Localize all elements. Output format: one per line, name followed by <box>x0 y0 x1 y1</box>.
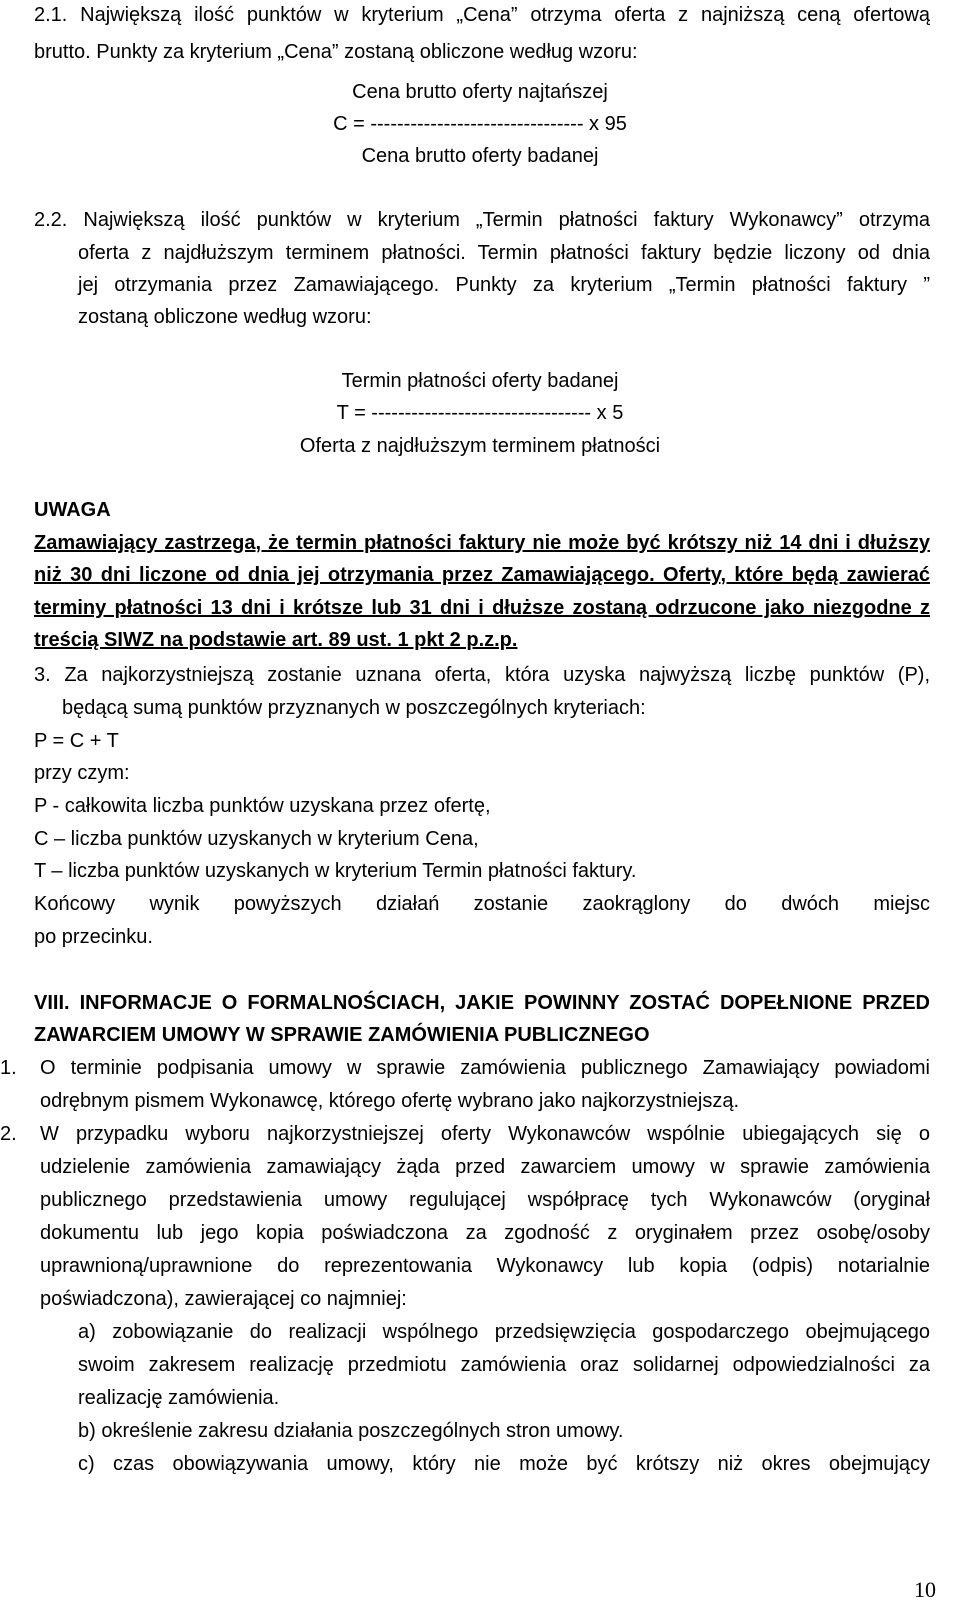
text-line: 2.1. Największą ilość punktów w kryterium „Cena” otrzyma oferta z najniższą ceną ofertową <box>34 4 930 26</box>
list-item-line: odrębnym pismem Wykonawcę, którego ofertę wybrano jako najkorzystniejszą. <box>40 1090 740 1112</box>
text-line: będącą sumą punktów przyznanych w poszczególnych kryteriach: <box>62 697 646 719</box>
sub-item-line: realizację zamówienia. <box>78 1387 280 1409</box>
list-number: 1. <box>0 1057 17 1079</box>
text-line: C – liczba punktów uzyskanych w kryterium Cena, <box>34 828 479 850</box>
formula-equation: C = -------------------------------- x 95 <box>333 113 627 135</box>
text-line: po przecinku. <box>34 926 153 948</box>
text-line: 2.2. Największą ilość punktów w kryterium „Termin płatności faktury Wykonawcy” otrzyma <box>34 209 930 231</box>
sub-item-line: c) czas obowiązywania umowy, który nie może być krótszy niż okres obejmujący <box>78 1453 930 1475</box>
text-line: P - całkowita liczba punktów uzyskana przez ofertę, <box>34 795 491 817</box>
list-item-line: uprawnioną/uprawnione do reprezentowania Wykonawcy lub kopia (odpis) notarialnie <box>40 1255 930 1277</box>
formula-denominator: Cena brutto oferty badanej <box>361 145 599 167</box>
sub-item-line: b) określenie zakresu działania poszczególnych stron umowy. <box>78 1420 624 1442</box>
list-item-line: publicznego przedstawienia umowy regulującej współpracę tych Wykonawców (oryginał <box>40 1189 930 1211</box>
notice-line: niż 30 dni liczone od dnia jej otrzymania przez Zamawiającego. Oferty, które będą zawierać <box>34 564 930 586</box>
list-item-line: udzielenie zamówienia zamawiający żąda przed zawarciem umowy w sprawie zamówienia <box>40 1156 930 1178</box>
formula-numerator: Cena brutto oferty najtańszej <box>352 81 608 103</box>
formula-equation: T = --------------------------------- x 5 <box>336 402 624 424</box>
text-line: P = C + T <box>34 730 119 752</box>
text-line: oferta z najdłuższym terminem płatności. Termin płatności faktury będzie liczony od dnia <box>78 242 930 264</box>
text-line: T – liczba punktów uzyskanych w kryterium Termin płatności faktury. <box>34 860 637 882</box>
notice-line: treścią SIWZ na podstawie art. 89 ust. 1 pkt 2 p.z.p. <box>34 629 518 651</box>
text-line: brutto. Punkty za kryterium „Cena” zostaną obliczone według wzoru: <box>34 41 638 63</box>
page-number: 10 <box>914 1577 936 1602</box>
section-heading: ZAWARCIEM UMOWY W SPRAWIE ZAMÓWIENIA PUBLICZNEGO <box>34 1024 650 1046</box>
formula-numerator: Termin płatności oferty badanej <box>341 370 619 392</box>
notice-heading: UWAGA <box>34 499 111 521</box>
list-item-line: O terminie podpisania umowy w sprawie zamówienia publicznego Zamawiający powiadomi <box>40 1057 930 1079</box>
text-line: Końcowy wynik powyższych działań zostanie zaokrąglony do dwóch miejsc <box>34 893 930 915</box>
sub-item-line: swoim zakresem realizację przedmiotu zamówienia oraz solidarnej odpowiedzialności za <box>78 1354 930 1376</box>
notice-line: Zamawiający zastrzega, że termin płatności faktury nie może być krótszy niż 14 dni i dłuższy <box>34 532 930 554</box>
formula-denominator: Oferta z najdłuższym terminem płatności <box>299 435 661 457</box>
list-item-line: dokumentu lub jego kopia poświadczona za zgodność z oryginałem przez osobę/osoby <box>40 1222 930 1244</box>
text-line: przy czym: <box>34 762 130 784</box>
text-line: jej otrzymania przez Zamawiającego. Punkty za kryterium „Termin płatności faktury ” <box>78 274 930 296</box>
sub-item-line: a) zobowiązanie do realizacji wspólnego przedsięwzięcia gospodarczego obejmującego <box>78 1321 930 1343</box>
list-item-line: W przypadku wyboru najkorzystniejszej oferty Wykonawców wspólnie ubiegających się o <box>40 1123 930 1145</box>
text-line: 3. Za najkorzystniejszą zostanie uznana oferta, która uzyska najwyższą liczbę punktów (P), <box>34 664 930 686</box>
text-line: zostaną obliczone według wzoru: <box>78 306 372 328</box>
notice-line: terminy płatności 13 dni i krótsze lub 31 dni i dłuższe zostaną odrzucone jako niezgodne z <box>34 597 930 619</box>
list-item-line: poświadczona), zawierającej co najmniej: <box>40 1288 407 1310</box>
list-number: 2. <box>0 1123 17 1145</box>
section-heading: VIII. INFORMACJE O FORMALNOŚCIACH, JAKIE POWINNY ZOSTAĆ DOPEŁNIONE PRZED <box>34 992 930 1014</box>
